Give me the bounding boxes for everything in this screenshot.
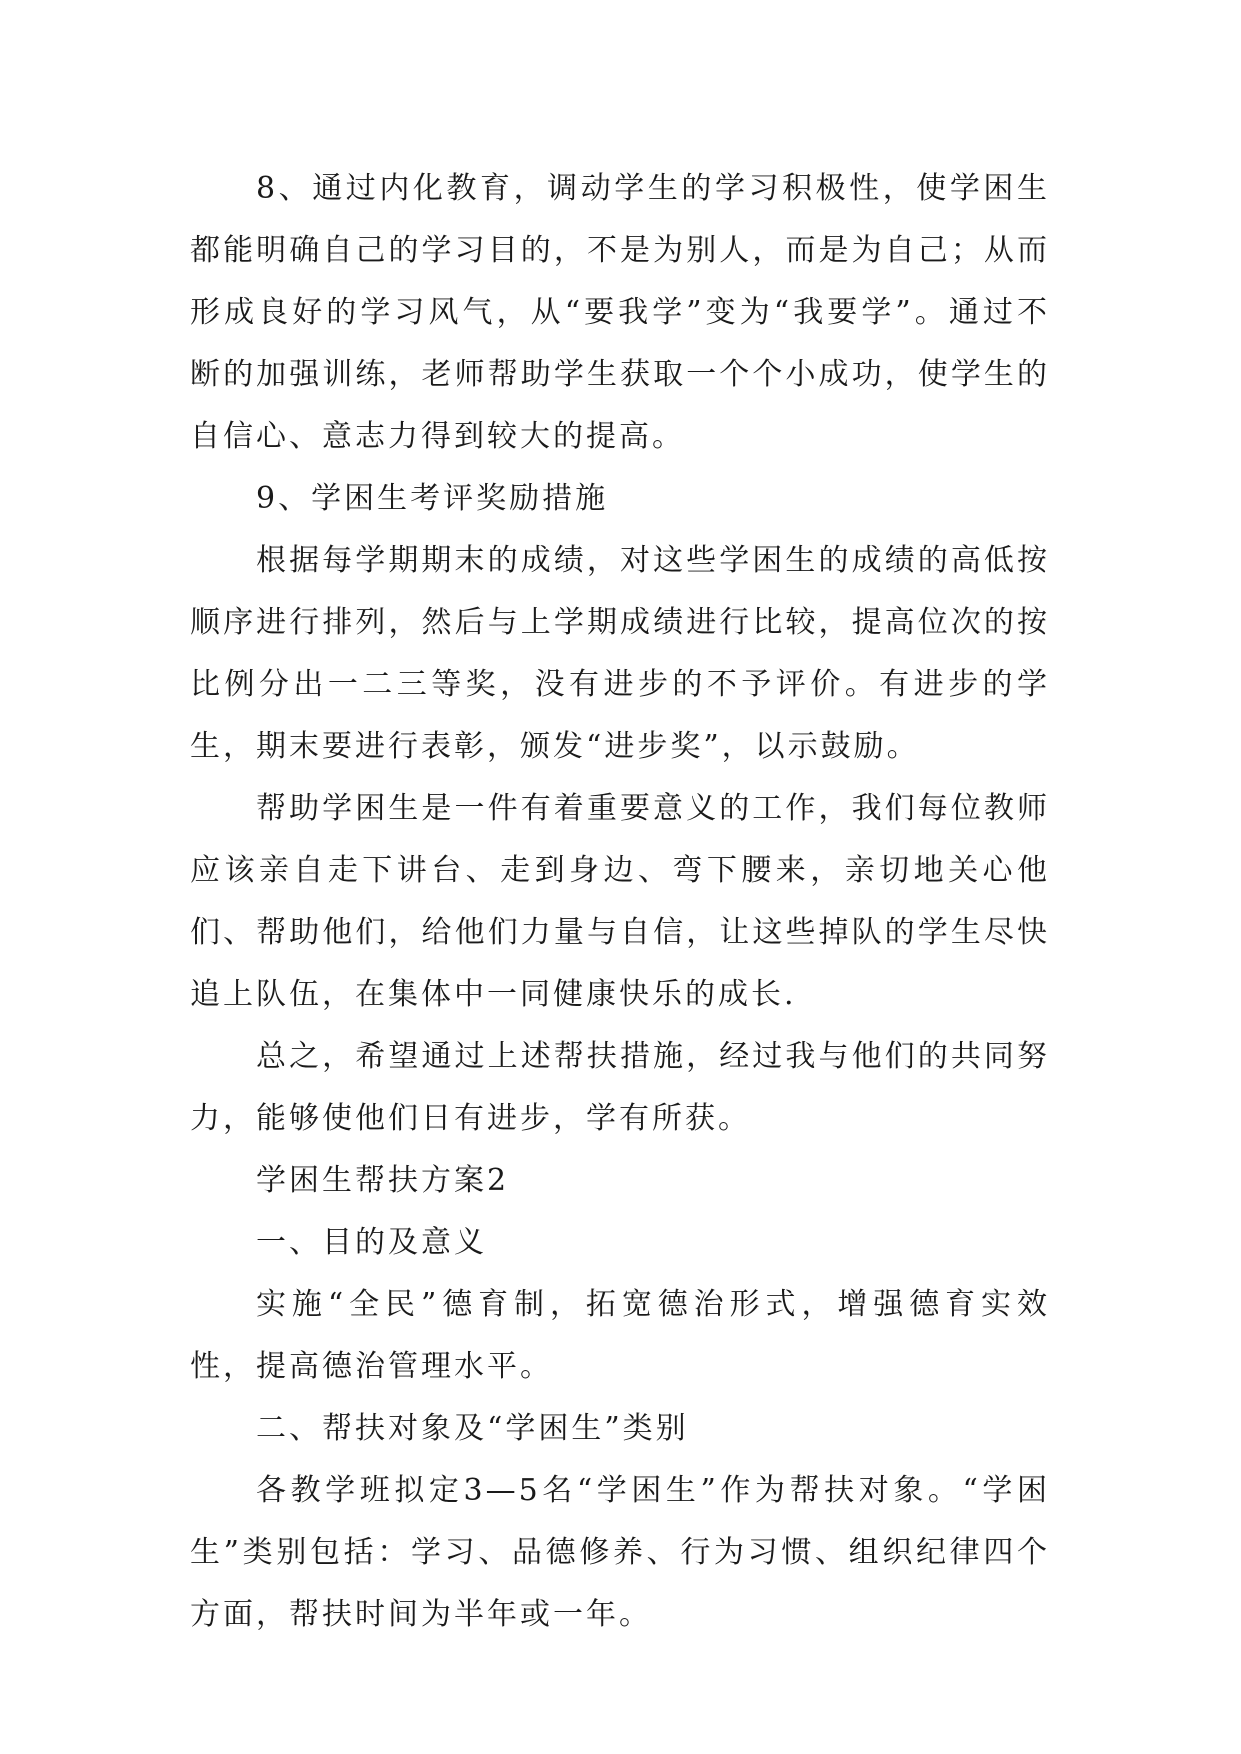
paragraph-helping-importance: 帮助学困生是一件有着重要意义的工作，我们每位教师应该亲自走下讲台、走到身边、弯下腰来，亲切地关心他们、帮助他们，给他们力量与自信，让这些掉队的学生尽快追上队伍，在集体中一同健康快乐的成长.: [190, 791, 1050, 1012]
paragraph-target-category: 各教学班拟定3—5名“学困生”作为帮扶对象。“学困生”类别包括：学习、品德修养、行为习惯、组织纪律四个方面，帮扶时间为半年或一年。: [190, 1473, 1050, 1632]
heading-item-9: 9、学困生考评奖励措施: [256, 481, 609, 516]
paragraph-item-8: 8、通过内化教育，调动学生的学习积极性，使学困生都能明确自己的学习目的，不是为别人，而是为自己；从而形成良好的学习风气，从“要我学”变为“我要学”。通过不断的加强训练，老师帮助学生获取一个个小成功，使学生的自信心、意志力得到较大的提高。: [190, 171, 1050, 454]
paragraph-purpose: 实施“全民”德育制，拓宽德治形式，增强德育实效性，提高德治管理水平。: [190, 1287, 1050, 1384]
document-body: [190, 158, 1050, 1646]
heading-purpose: 一、目的及意义: [256, 1225, 487, 1260]
section-title-plan-2: 学困生帮扶方案2: [256, 1163, 510, 1198]
paragraph-conclusion: 总之，希望通过上述帮扶措施，经过我与他们的共同努力，能够使他们日有进步，学有所获。: [190, 1039, 1050, 1136]
paragraph-reward-measures: 根据每学期期末的成绩，对这些学困生的成绩的高低按顺序进行排列，然后与上学期成绩进行比较，提高位次的按比例分出一二三等奖，没有进步的不予评价。有进步的学生，期末要进行表彰，颁发“进步奖”，以示鼓励。: [190, 543, 1050, 764]
heading-target-category: 二、帮扶对象及“学困生”类别: [256, 1411, 689, 1446]
